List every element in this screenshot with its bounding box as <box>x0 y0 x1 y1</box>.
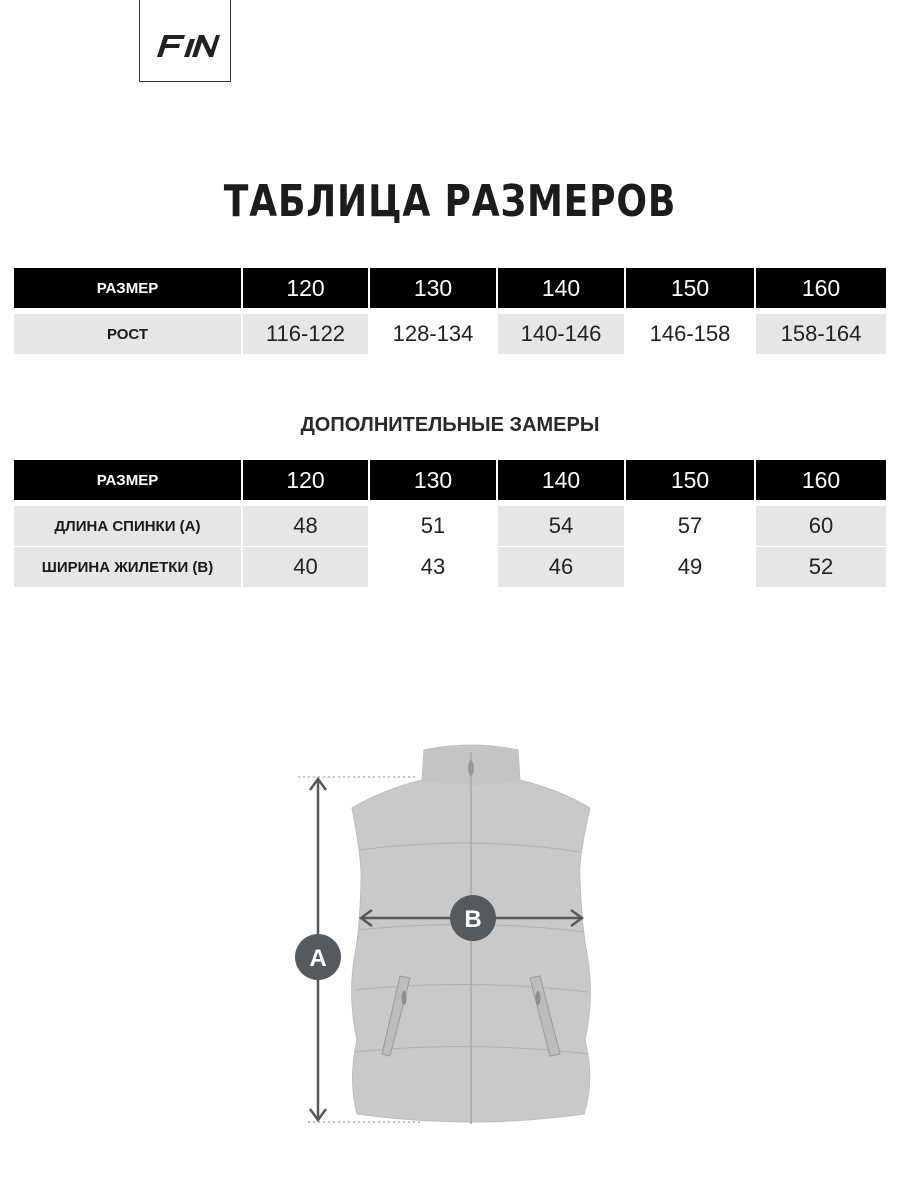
table-cell: 140-146 <box>498 314 624 354</box>
header-cell-size: 140 <box>498 268 624 308</box>
header-cell-size: 140 <box>498 460 624 500</box>
header-cell-size: 130 <box>370 268 496 308</box>
table-row-height <box>14 314 886 354</box>
marker-a-label: A <box>309 945 327 972</box>
size-table-header <box>14 268 886 308</box>
header-cell-label: РАЗМЕР <box>14 268 241 308</box>
table-row-back-length <box>14 506 886 546</box>
table-cell: 146-158 <box>649 321 731 346</box>
header-cell-size: 120 <box>243 460 368 500</box>
section-subtitle: ДОПОЛНИТЕЛЬНЫЕ ЗАМЕРЫ <box>300 414 600 436</box>
vest-measurement-diagram <box>280 740 620 1140</box>
table-cell: 51 <box>420 513 446 538</box>
measurements-table-header <box>14 460 886 500</box>
header-cell-size: 160 <box>756 268 886 308</box>
page-title: ТАБЛИЦА РАЗМЕРОВ <box>223 176 677 227</box>
marker-b-label: B <box>464 906 482 933</box>
table-row-vest-width <box>14 547 886 587</box>
table-cell: 60 <box>756 506 886 546</box>
header-cell-size: 150 <box>626 460 754 500</box>
row-label: ШИРИНА ЖИЛЕТКИ (В) <box>14 547 241 587</box>
table-cell: 54 <box>498 506 624 546</box>
table-cell: 49 <box>677 554 703 579</box>
header-cell-size: 160 <box>756 460 886 500</box>
table-cell: 128-134 <box>392 321 474 346</box>
table-cell: 116-122 <box>243 314 368 354</box>
table-cell: 158-164 <box>756 314 886 354</box>
header-cell-label: РАЗМЕР <box>14 460 241 500</box>
header-cell-size: 120 <box>243 268 368 308</box>
table-cell: 57 <box>677 513 703 538</box>
table-cell: 40 <box>243 547 368 587</box>
header-cell-size: 130 <box>370 460 496 500</box>
table-cell: 48 <box>243 506 368 546</box>
header-cell-size: 150 <box>626 268 754 308</box>
table-cell: 43 <box>420 554 446 579</box>
brand-logo <box>139 0 231 82</box>
table-cell: 52 <box>756 547 886 587</box>
row-label: РОСТ <box>14 314 241 354</box>
row-label: ДЛИНА СПИНКИ (А) <box>14 506 241 546</box>
brand-logo-mark <box>140 0 232 83</box>
table-cell: 46 <box>498 547 624 587</box>
